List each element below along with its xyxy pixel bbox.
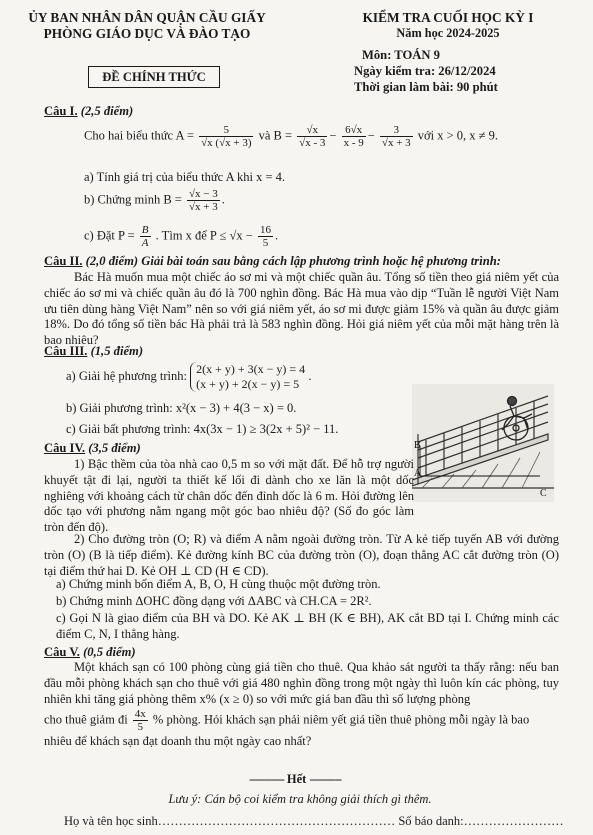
figure-label-c: C	[540, 488, 547, 499]
expr-a-numerator: 5	[199, 124, 253, 137]
question-5-body-2	[44, 708, 529, 733]
figure-label-a: A	[414, 468, 422, 479]
end-marker: ----------- Hết ----------	[248, 772, 342, 786]
q1b-den: √x + 3	[188, 201, 218, 213]
exam-title: KIỂM TRA CUỐI HỌC KỲ I	[362, 10, 534, 25]
question-5-points: (0,5 điểm)	[83, 645, 136, 659]
end-text: Hết	[286, 772, 307, 786]
q1c-fraction	[140, 224, 151, 249]
student-info-line: Họ và tên học sinh………………………………………………… Số báo danh:……………………	[64, 814, 564, 828]
question-3-number: Câu III.	[44, 344, 88, 358]
q1c-prefix: c) Đặt P =	[84, 228, 135, 243]
q5-fraction	[133, 708, 148, 733]
question-4-part-1: 1) Bậc thềm của tòa nhà cao 0,5 m so với mặt đất. Để hỗ trợ người khuyết tật đi lại, người ta thiết kế lối đi dành cho xe lăn là một dốc nghiêng với khoảng cách từ chân dốc đến đỉnh dốc là 6 m. Hỏi đường lên dốc tạo với phương nằm ngang một góc bao nhiêu độ? (Số đo góc làm tròn đến độ).	[44, 457, 414, 535]
q5-prefix: cho thuê giảm đi	[44, 712, 128, 727]
expr-a-denominator: √x (√x + 3)	[201, 137, 252, 149]
q5-den: 5	[137, 721, 144, 733]
term1-den: √x - 3	[299, 137, 326, 149]
department-name: ỦY BAN NHÂN DÂN QUẬN CẦU GIẤY	[28, 10, 266, 25]
q1b-prefix: b) Chứng minh B =	[84, 192, 182, 207]
duration: Thời gian làm bài: 90 phút	[354, 80, 498, 94]
q1c-den: A	[141, 237, 149, 249]
question-3c: c) Giải bất phương trình: 4x(3x − 1) ≥ 3(2x + 5)² − 11.	[66, 422, 339, 436]
question-2-heading	[44, 254, 564, 269]
term3-num: 3	[380, 124, 413, 137]
expr-a-label: Cho hai biểu thức A =	[84, 128, 194, 143]
q1b-num: √x − 3	[188, 188, 218, 200]
question-4a: a) Chứng minh bốn điểm A, B, O, H cùng thuộc một đường tròn.	[56, 577, 381, 591]
question-2-body: Bác Hà muốn mua một chiếc áo sơ mi và một chiếc quần âu. Tổng số tiền theo giá niêm yết của chiếc áo sơ mi và chiếc quần âu đó là 700 nghìn đồng. Bác Hà mua vào dịp “Tuần lễ người Việt Nam ưu tiên dùng hàng Việt Nam” nên so với giá niêm yết, áo sơ mi được giảm 15% và quần âu được giảm 18%. Do đó tổng số tiền bác Hà phải trả là 583 nghìn đồng. Hỏi giá niêm yết của mỗi mặt hàng trên là bao nhiêu?	[44, 270, 559, 348]
question-3-points: (1,5 điểm)	[90, 344, 144, 358]
question-4-number: Câu IV.	[44, 441, 86, 455]
question-4c: c) Gọi N là giao điểm của BH và DO. Kẻ AK ⊥ BH (K ∈ BH), AK cắt BD tại I. Chứng minh các điểm C, N, I thẳng hàng.	[56, 611, 559, 641]
q1c-num: B	[141, 224, 149, 236]
term1-num: √x	[297, 124, 327, 137]
question-5-heading	[44, 645, 136, 660]
expr-b-label: và B =	[258, 128, 293, 143]
q5-num: 4x	[134, 708, 146, 720]
question-1-heading	[44, 104, 133, 119]
question-3-heading	[44, 344, 143, 359]
equation-2: (x + y) + 2(x − y) = 5	[196, 377, 300, 391]
question-5-body: Một khách sạn có 100 phòng cùng giá tiền cho thuê. Qua khảo sát người ta thấy rằng: nếu ban đầu mỗi phòng khách sạn cho thuê với giá 480 nghìn đồng trong một ngày thì luôn kín các phòng, tuy nhiên khi tăng giá phòng thêm x% (x ≥ 0) so với mức giá ban đầu thì số lượng phòng	[44, 660, 559, 706]
condition-text: với x > 0, x ≠ 9.	[417, 128, 499, 143]
question-4-part-2: 2) Cho đường tròn (O; R) và điểm A nằm ngoài đường tròn. Từ A kẻ tiếp tuyến AB với đường tròn (O) (B là tiếp điểm). Kẻ đường kính BC của đường tròn (O), đoạn thẳng AC cắt đường tròn (O) tại điểm thứ hai D. Kẻ OH ⊥ CD (H ∈ CD).	[44, 532, 559, 578]
question-5-body-3: nhiêu để khách sạn đạt doanh thu một ngày cao nhất?	[44, 734, 312, 748]
question-1a: a) Tính giá trị của biểu thức A khi x = 4.	[84, 170, 286, 184]
official-exam-box	[88, 66, 220, 88]
question-1-intro: Cho hai biểu thức A = $\frac{5}{√x (√x + 3)}$ và B = $\frac{√x}{√x - 3}$ − $\frac{6√x}{x - 9}$ − $\frac{3}{√x + 3}$ với x > 0, x ≠ 9.	[84, 124, 499, 149]
q1c2-den: 5	[262, 237, 269, 249]
expr-b-term2	[342, 124, 366, 149]
expr-b-term1	[297, 124, 327, 149]
term2-den: x - 9	[343, 137, 364, 149]
question-5-number: Câu V.	[44, 645, 80, 659]
invigilator-note: Lưu ý: Cán bộ coi kiểm tra không giải thích gì thêm.	[168, 792, 432, 806]
expr-a-fraction	[199, 124, 253, 149]
question-4-heading	[44, 441, 141, 456]
question-3b: b) Giải phương trình: x²(x − 3) + 4(3 − x) = 0.	[66, 401, 297, 415]
q1c-middle: . Tìm x để P ≤ √x −	[155, 228, 253, 243]
subject: Môn: TOÁN 9	[362, 48, 440, 62]
equation-system	[190, 362, 305, 392]
school-year: Năm học 2024-2025	[396, 26, 500, 40]
official-exam-label: ĐỀ CHÍNH THỨC	[102, 70, 206, 84]
q5-suffix: % phòng. Hỏi khách sạn phải niêm yết giá tiền thuê phòng mỗi ngày là bao	[152, 712, 530, 727]
question-1c: c) Đặt P = $\frac{B}{A}$ . Tìm x để P ≤ √x − $\frac{16}{5}$ .	[84, 224, 279, 249]
question-4b: b) Chứng minh ΔOHC đồng dạng với ΔABC và CH.CA = 2R².	[56, 594, 372, 608]
exam-date: Ngày kiểm tra: 26/12/2024	[354, 64, 496, 78]
question-1-points: (2,5 điểm)	[80, 104, 134, 118]
term3-den: √x + 3	[381, 137, 411, 149]
question-2-number: Câu II.	[44, 254, 83, 268]
q1c-fraction2	[258, 224, 273, 249]
term2-num: 6√x	[342, 124, 366, 137]
question-1-number: Câu I.	[44, 104, 78, 118]
expr-b-term3	[380, 124, 413, 149]
question-2-points: (2,0 điểm) Giải bài toán sau bằng cách lập phương trình hoặc hệ phương trình:	[85, 254, 501, 268]
question-3a: a) Giải hệ phương trình: 2(x + y) + 3(x − y) = 4 (x + y) + 2(x − y) = 5 .	[66, 362, 312, 391]
wheelchair-ramp-figure	[412, 384, 554, 502]
question-1b: b) Chứng minh B = $\frac{√x - 3}{√x + 3}$ .	[84, 188, 225, 213]
office-name: PHÒNG GIÁO DỤC VÀ ĐÀO TẠO	[43, 26, 251, 41]
question-4-points: (3,5 điểm)	[88, 441, 141, 455]
q3a-prefix: a) Giải hệ phương trình:	[66, 368, 187, 383]
figure-label-b: B	[414, 440, 421, 451]
equation-1: 2(x + y) + 3(x − y) = 4	[196, 362, 306, 376]
q1c2-num: 16	[259, 224, 271, 236]
q1b-fraction	[187, 188, 220, 213]
